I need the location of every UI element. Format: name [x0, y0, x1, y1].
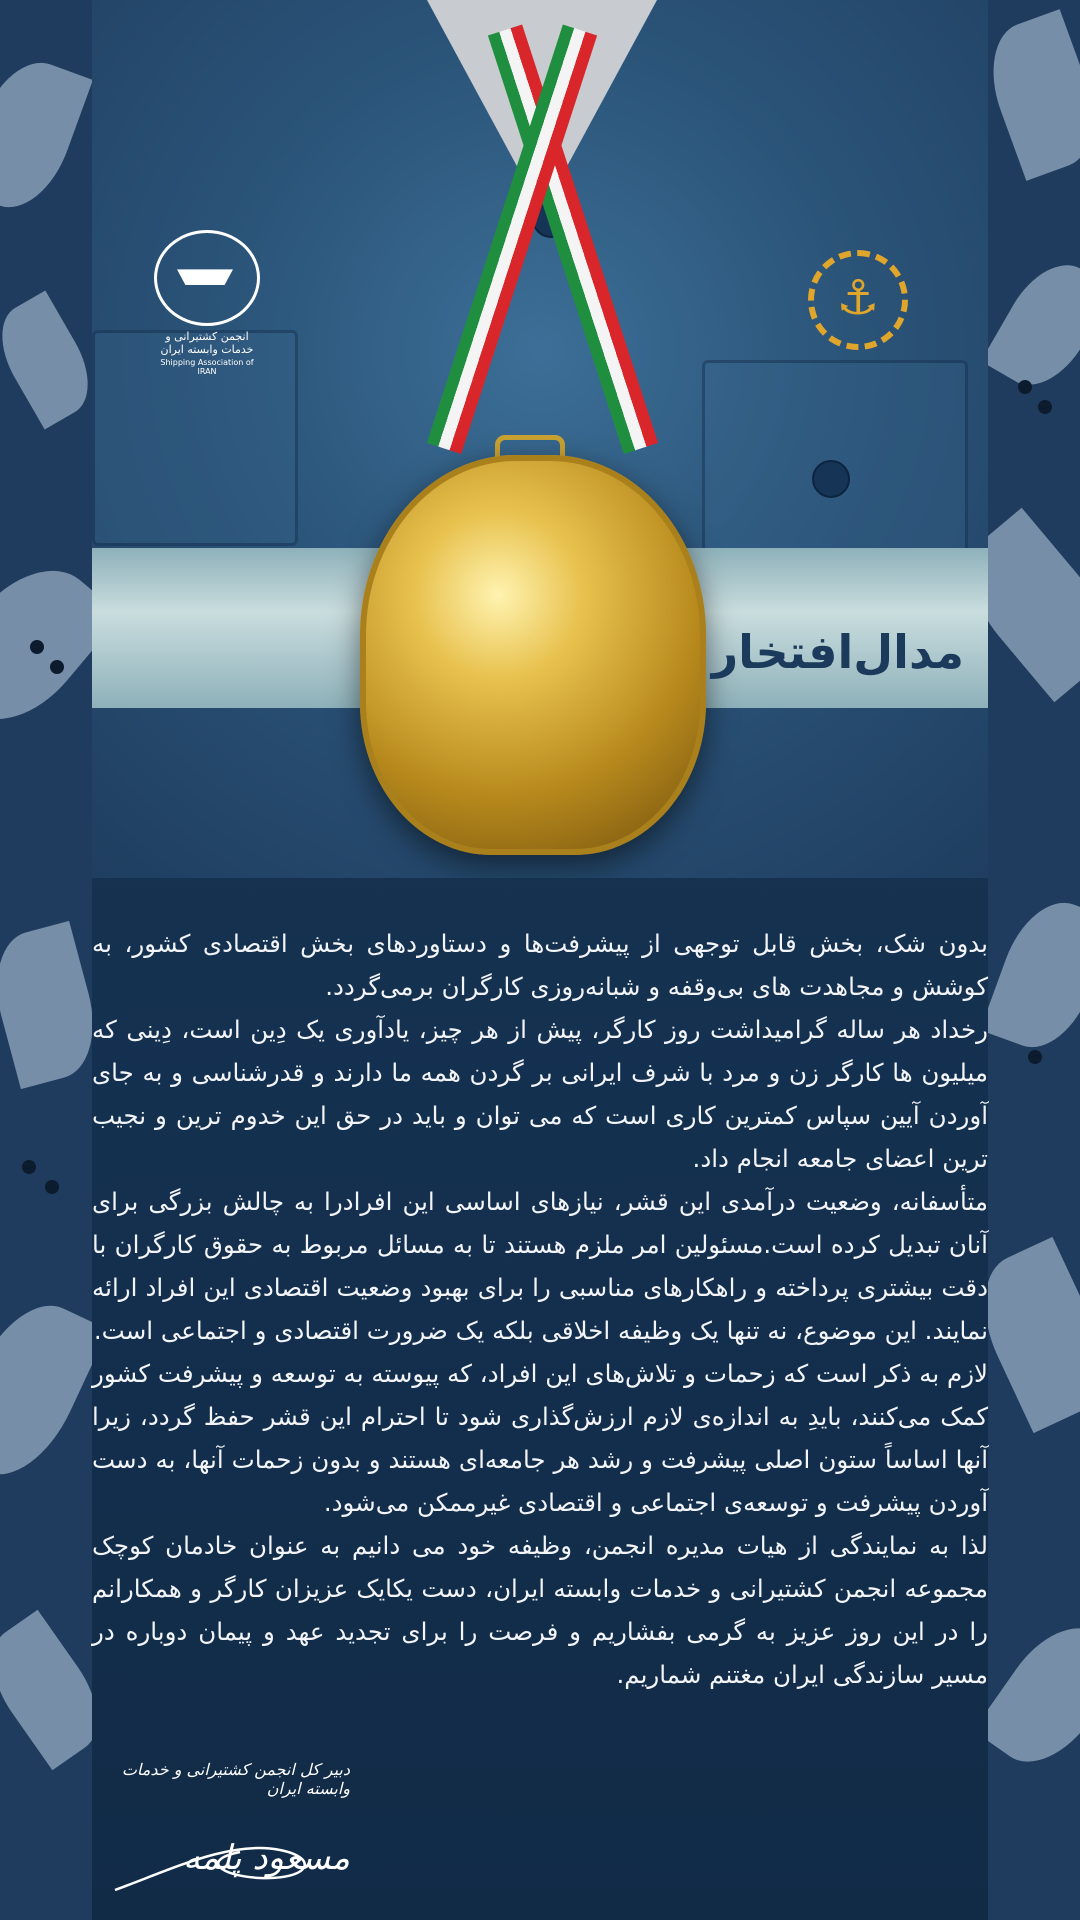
paragraph: رخداد هر ساله گرامیداشت روز کارگر، پیش از هر چیز، یادآوری یک دِین است، دِینی که میلیون ها کارگر زن و مرد با شرف ایرانی بر گردن همه ما دارند و قدرشناسی و به جای آوردن آیین سپاس کمترین کاری است که می توان و باید در حق این خدوم ترین و نجیب ترین اعضای جامعه انجام داد.	[92, 1015, 988, 1173]
signature-scribble	[110, 1830, 340, 1900]
gold-helmet-medal	[360, 455, 706, 855]
message-body	[92, 922, 988, 1696]
association-logo	[152, 230, 262, 376]
signature-title: دبیر کل انجمن کشتیرانی و خدمات وابسته ایران	[121, 1760, 350, 1798]
ship-wheel-icon	[808, 250, 908, 350]
paragraph: متأسفانه، وضعیت درآمدی این قشر، نیازهای اساسی این افرادرا به چالش بزرگی برای آنان تبدیل کرده است.مسئولین امر ملزم هستند تا به مسائل مربوط به حقوق کارگران با دقت بیشتری پرداخته و راهکارهای مناسبی را برای بهبود وضعیت اقتصادی این افراد ارائه نمایند. این موضوع، نه تنها یک وظیفه اخلاقی بلکه یک ضرورت اقتصادی و اجتماعی است.	[92, 1187, 988, 1345]
hero-title: مدال‌افتخار	[711, 625, 964, 679]
floral-border-right	[988, 0, 1080, 1920]
paragraph: بدون شک، بخش قابل توجهی از پیشرفت‌ها و دستاوردهای بخش اقتصادی کشور، به کوشش و مجاهدت های بی‌وقفه و شبانه‌روزی کارگران برمی‌گردد.	[92, 929, 988, 1001]
hero-image	[92, 0, 988, 878]
ship-logo-icon	[154, 230, 260, 326]
paragraph: لازم به ذکر است که زحمات و تلاش‌های این افراد، که پیوسته به توسعه و پیشرفت کشور کمک می‌کنند، بایدِ به اندازه‌ی لازم ارزش‌گذاری شود تا احترام این قشر حفظ گردد، زیرا آنها اساساً ستون اصلی پیشرفت و رشد هر جامعه‌ای هستند و بدون زحمات آنها، به دست آوردن پیشرفت و توسعه‌ی اجتماعی و اقتصادی غیرممکن می‌شود.	[92, 1359, 988, 1517]
logo-name-fa: انجمن کشتیرانی و خدمات وابسته ایران	[160, 330, 254, 356]
shirt-button	[812, 460, 850, 498]
paragraph: لذا به نمایندگی از هیات مدیره انجمن، وظیفه خود می دانیم به عنوان خادمان کوچک مجموعه انجمن کشتیرانی و خدمات وابسته ایران، دست یکایک عزیزان کارگر و همکارانم را در این روز عزیز به گرمی بفشاریم و فرصت را برای تجدید عهد و پیمان دوباره در مسیر سازندگی ایران مغتنم شماریم.	[92, 1531, 988, 1689]
floral-border-left	[0, 0, 92, 1920]
signature-name: مسعود پلمه	[182, 1838, 350, 1878]
signature-block	[110, 1760, 350, 1900]
logo-name-en: Shipping Association of IRAN	[160, 358, 254, 376]
